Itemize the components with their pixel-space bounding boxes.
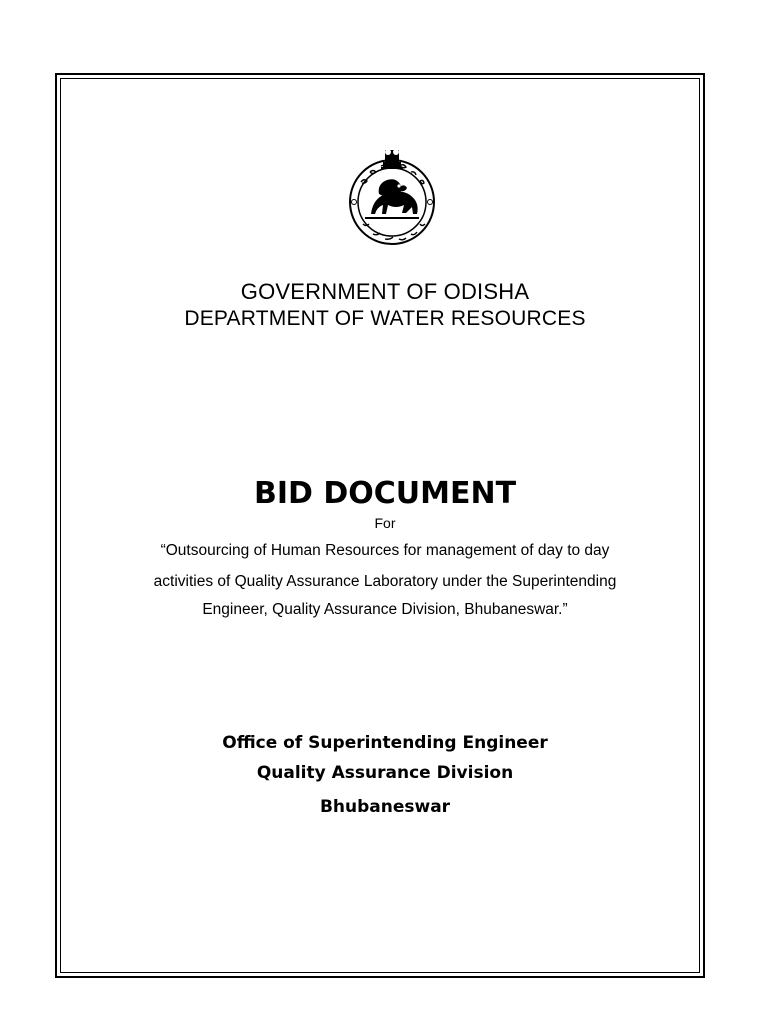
description-line: “Outsourcing of Human Resources for management of day to day — [160, 542, 610, 559]
odisha-state-emblem-icon — [343, 148, 441, 248]
for-label: For — [374, 515, 396, 531]
department-title: DEPARTMENT OF WATER RESOURCES — [184, 307, 586, 330]
office-line: Office of Superintending Engineer — [222, 733, 548, 753]
office-line: Quality Assurance Division — [256, 763, 514, 783]
document-title: BID DOCUMENT — [253, 476, 517, 511]
government-title: GOVERNMENT OF ODISHA — [240, 279, 530, 304]
description-line: Engineer, Quality Assurance Division, Bhubaneswar.” — [202, 601, 568, 618]
office-line: Bhubaneswar — [319, 797, 451, 817]
description-line: activities of Quality Assurance Laboratory under the Superintending — [153, 573, 617, 590]
